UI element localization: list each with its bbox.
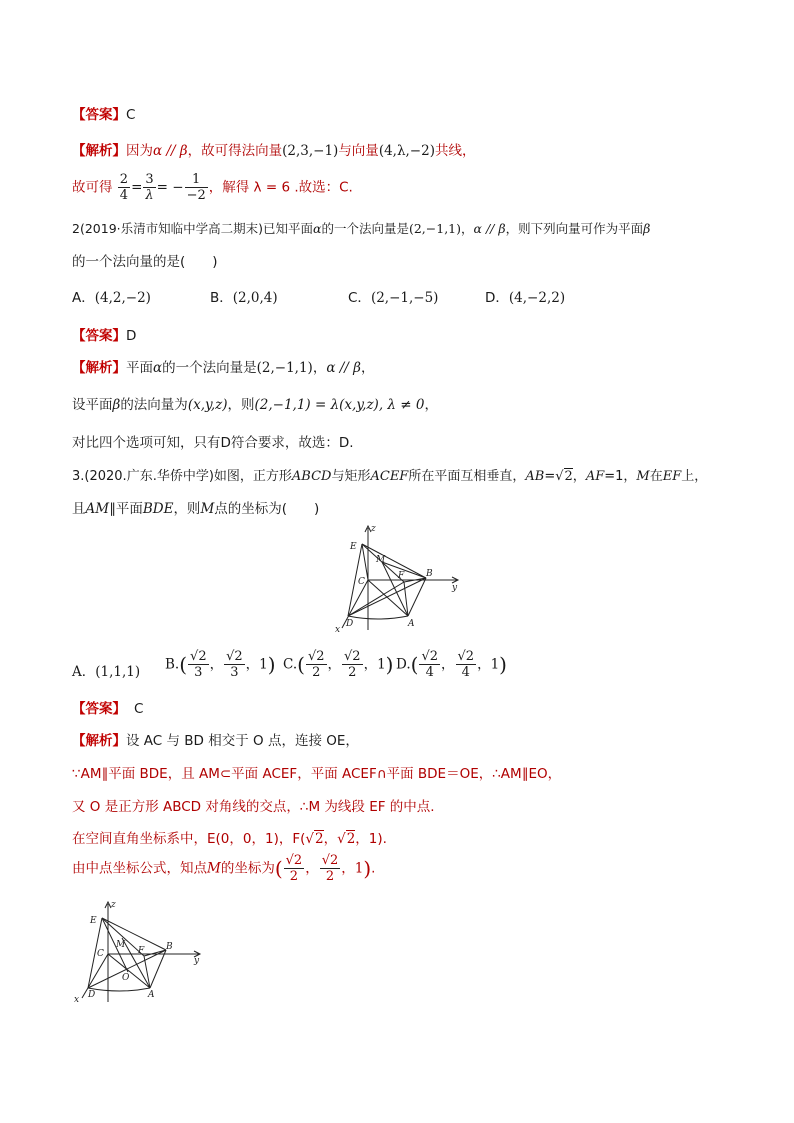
text: 在空间直角坐标系中， (72, 831, 207, 847)
math: α // β (153, 143, 188, 159)
edge-eb (102, 918, 166, 950)
math: α (153, 360, 163, 376)
text: ，故可得法向量 (187, 143, 283, 159)
num: √2 (307, 649, 325, 664)
analysis-3-line-4: 在空间直角坐标系中，E(0，0，1)，F(√2，√2，1). (72, 831, 387, 847)
analysis-2-line-2 (72, 393, 438, 413)
figure-2 (70, 898, 210, 1006)
den: 2 (325, 869, 335, 884)
question-2-line-1 (72, 219, 650, 237)
value: 1 (354, 860, 364, 877)
text: 故可得 (72, 179, 113, 196)
option-b (210, 286, 278, 306)
label-e: E (90, 916, 97, 926)
label-f: F (138, 946, 145, 956)
sep: ， (305, 860, 319, 877)
analysis-1-line-1 (72, 139, 475, 159)
math: ACEF (370, 469, 409, 484)
math: α // β (473, 221, 506, 236)
sep: ， (441, 656, 455, 673)
label-z: z (371, 524, 376, 534)
text: 由中点坐标公式，知点 (72, 860, 207, 877)
label-y: y (452, 583, 458, 593)
num: √2 (190, 649, 207, 664)
analysis-tag: 【解析】 (72, 360, 126, 376)
label: C. (283, 656, 298, 673)
q3-option-d: D.( $\frac{√2}{4}$ ， $\frac{√2}{4}$ ，1) (396, 649, 507, 680)
math: α // β (326, 360, 361, 376)
text: 2(2019·乐清市知临中学高二期末)已知平面 (72, 221, 313, 236)
text: 的坐标为 (220, 860, 275, 877)
label-z: z (111, 900, 116, 910)
den: 4 (425, 665, 434, 680)
text: ， (360, 360, 375, 376)
analysis-tag: 【解析】 (72, 143, 126, 159)
text: 平面 (126, 360, 153, 376)
math: = (131, 179, 143, 196)
math: = − (156, 179, 184, 196)
text: 所在平面互相垂直， (408, 469, 526, 484)
sep: ， (245, 656, 260, 673)
den: 3 (230, 665, 239, 680)
answer-tag: 【答案】 (72, 107, 126, 123)
text: ， (312, 360, 327, 376)
answer-value: D (126, 328, 137, 344)
value: (2,−1,−5) (370, 290, 439, 306)
text: ， (572, 469, 586, 484)
analysis-2-line-1 (72, 356, 374, 376)
den: 2 (348, 665, 357, 680)
den: 2 (289, 869, 299, 884)
analysis-3-line-2: ∵AM∥平面 BDE，且 AM⊂平面 ACEF，平面 ACEF∩平面 BDE＝OE，∴AM∥EO， (72, 766, 562, 782)
answer-2 (72, 324, 136, 344)
math: 2 (564, 469, 573, 484)
math: 2 (314, 831, 324, 847)
label-o: O (122, 973, 130, 983)
value: (4,2,−2) (94, 290, 151, 306)
text: 3.(2020.广东.华侨中学)如图，正方形 (72, 469, 292, 484)
math: (x,y,z) (187, 397, 228, 413)
edge-da (88, 988, 150, 991)
text: =1， (604, 469, 637, 484)
den: λ (145, 188, 154, 203)
num: √2 (457, 649, 475, 664)
label-m: M (116, 940, 126, 950)
option-d (485, 286, 565, 306)
value: (4,−2,2) (508, 290, 566, 306)
question-3-line-1: 3.(2020.广东.华侨中学)如图，正方形ABCD与矩形ACEF所在平面互相垂直，AB=√2，AF=1，M在EF上， (72, 469, 708, 484)
value: (2,0,4) (232, 290, 278, 306)
label-a: A (408, 619, 415, 629)
math: (2,−1,1) (408, 221, 462, 236)
math: M (636, 469, 650, 484)
num: √2 (226, 649, 243, 664)
edge-da (348, 616, 408, 619)
text: 点的坐标为( ) (214, 501, 320, 517)
sep: ， (341, 860, 355, 877)
label: B． (210, 290, 233, 306)
text: ，则 (173, 501, 201, 517)
math: 2 (346, 831, 356, 847)
text: ，则下列向量可作为平面 (505, 221, 644, 236)
math: (4,λ,−2) (378, 143, 435, 159)
math: β (112, 397, 121, 413)
edge-ba (150, 950, 166, 988)
option-c (348, 286, 438, 306)
math: ABCD (291, 469, 332, 484)
text: 因为 (126, 143, 153, 159)
edge-ec (362, 544, 368, 580)
figure-1 (330, 522, 470, 634)
den: 4 (119, 188, 129, 203)
num: 2 (119, 172, 129, 187)
text: ， (461, 221, 474, 236)
math: M (207, 860, 221, 877)
math: (2,−1,1) (256, 360, 313, 376)
text: ，解得 λ = 6 .故选：C. (208, 179, 353, 196)
math: (2,−1,1) = λ(x,y,z), λ ≠ 0 (254, 397, 425, 413)
fraction (185, 172, 208, 203)
q3-option-b: B.( $\frac{√2}{3}$ ， $\frac{√2}{3}$ ，1) (165, 649, 276, 680)
text: . (371, 860, 376, 877)
answer-tag: 【答案】 (72, 701, 126, 717)
text: 上， (681, 469, 708, 484)
analysis-tag: 【解析】 (72, 733, 126, 749)
text: 的一个法向量是 (162, 360, 257, 376)
label-d: D (88, 990, 96, 1000)
value: 1 (490, 656, 500, 673)
label-x: x (74, 995, 80, 1005)
analysis-3-line-3: 又 O 是正方形 ABCD 对角线的交点，∴M 为线段 EF 的中点. (72, 799, 435, 815)
label: D. (396, 656, 411, 673)
text: ， (424, 397, 438, 413)
label-c: C (358, 577, 365, 587)
edge-ca (368, 580, 408, 616)
value: 1 (377, 656, 386, 673)
text: 的一个法向量是 (321, 221, 409, 236)
value: 1 (259, 656, 268, 673)
fraction (143, 172, 155, 203)
den: 3 (194, 665, 203, 680)
label-c: C (97, 949, 104, 959)
text: E(0，0，1)，F( (207, 831, 306, 847)
num: 1 (185, 172, 208, 188)
analysis-2-line-3: 对比四个选项可知，只有D符合要求，故选：D. (72, 435, 354, 451)
math: α (313, 221, 322, 236)
text: ，则 (227, 397, 255, 413)
question-2-line-2: 的一个法向量的是( ) (72, 254, 218, 270)
den: 2 (312, 665, 321, 680)
q3-option-a: A．(1,1,1) (72, 664, 141, 680)
question-3-line-2 (72, 497, 319, 517)
text: 且 (72, 501, 86, 517)
num: √2 (344, 649, 361, 664)
label-b: B (166, 942, 173, 952)
analysis-1-line-2 (72, 172, 353, 203)
text: = (544, 469, 556, 484)
sep: ， (477, 656, 491, 673)
math: β (643, 221, 651, 236)
label-b: B (426, 569, 433, 579)
math: EF (662, 469, 682, 484)
label-y: y (194, 956, 200, 966)
text: 的法向量为 (120, 397, 188, 413)
num: √2 (421, 649, 439, 664)
text: 与矩形 (331, 469, 371, 484)
label-x: x (335, 625, 341, 634)
label: D． (485, 290, 509, 306)
text: ，1). (355, 831, 387, 847)
answer-value: C (126, 107, 136, 123)
num: 3 (145, 172, 154, 187)
label-a: A (148, 990, 155, 1000)
text: 设 AC 与 BD 相交于 O 点，连接 OE， (126, 733, 359, 749)
math: BDE (142, 501, 174, 517)
edge-ba (408, 578, 426, 616)
den: −2 (186, 188, 206, 203)
fraction (118, 172, 130, 203)
text: 设平面 (72, 397, 113, 413)
label-d: D (346, 619, 354, 629)
den: 4 (461, 665, 470, 680)
answer-1 (72, 103, 135, 123)
num: √2 (321, 853, 339, 868)
option-a (72, 286, 151, 306)
analysis-3-line-5: 由中点坐标公式，知点M的坐标为( $\frac{√2}{2}$ ， $\frac{√2}{2}$ ，1). (72, 853, 376, 884)
text: 共线， (434, 143, 476, 159)
math: AB (525, 469, 545, 484)
text: 与向量 (338, 143, 379, 159)
label: A． (72, 290, 95, 306)
text: ∥平面 (109, 501, 143, 517)
math: (2,3,−1) (282, 143, 339, 159)
math: M (200, 501, 215, 517)
math: AM (85, 501, 110, 517)
label-m: M (376, 555, 386, 565)
num: √2 (285, 853, 303, 868)
sep: ， (209, 656, 224, 673)
sep: ， (327, 656, 342, 673)
answer-tag: 【答案】 (72, 328, 126, 344)
math: AF (585, 469, 605, 484)
label-e: E (350, 542, 357, 552)
analysis-3-line-1 (72, 729, 359, 749)
label-f: F (398, 571, 405, 581)
answer-3 (72, 697, 143, 717)
label: B. (165, 656, 180, 673)
sep: ， (363, 656, 378, 673)
text: 在 (649, 469, 663, 484)
q3-option-c: C.( $\frac{√2}{2}$ ， $\frac{√2}{2}$ ，1) (283, 649, 394, 680)
label: C． (348, 290, 371, 306)
text: ， (323, 831, 338, 847)
answer-value: C (134, 701, 144, 717)
